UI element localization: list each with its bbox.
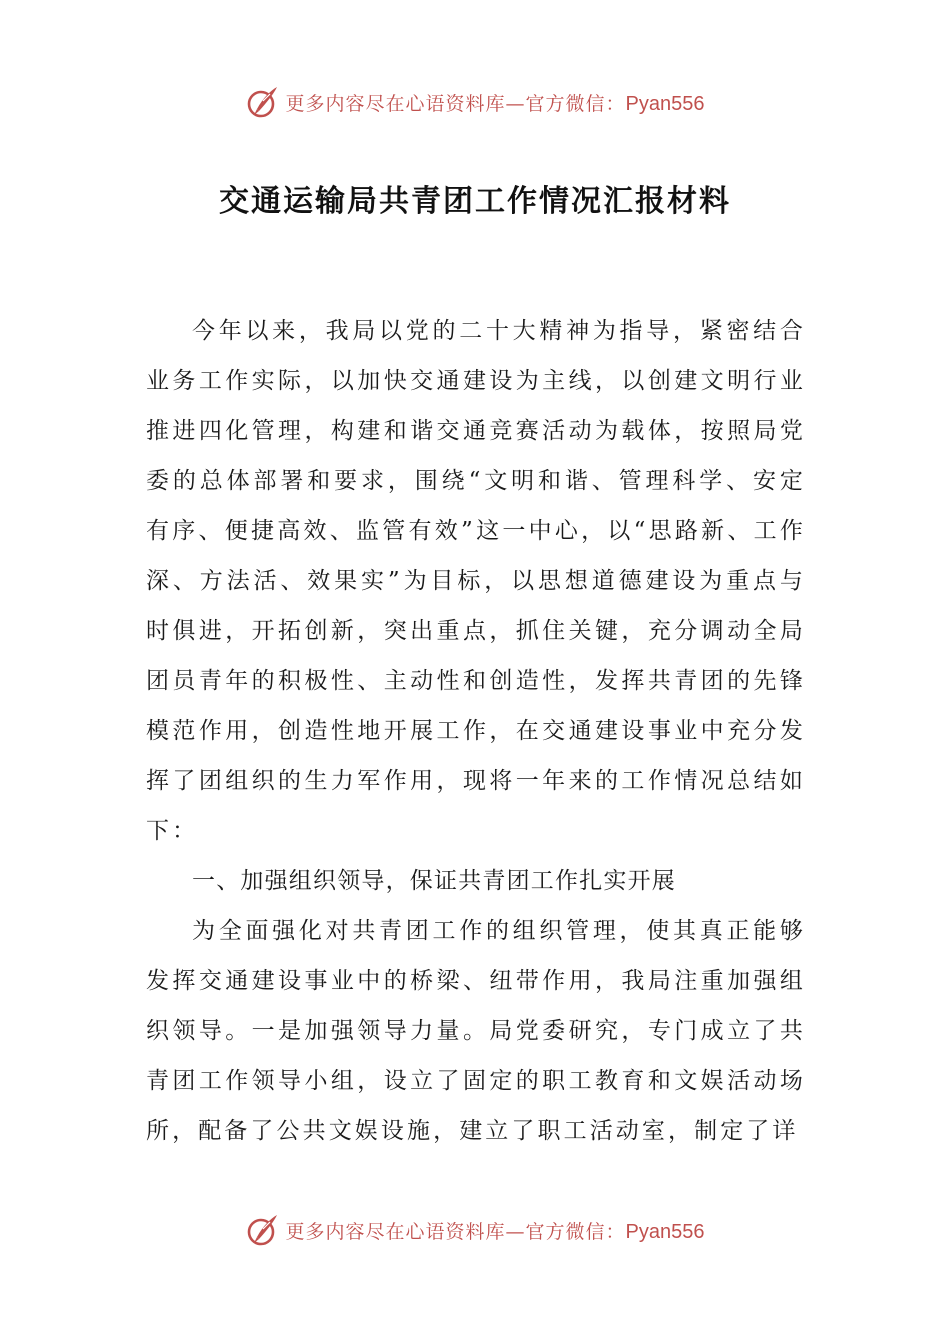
header-banner xyxy=(0,82,950,122)
header-banner-wechat-id: Pyan556 xyxy=(625,92,705,115)
footer-banner-text xyxy=(286,1217,705,1244)
footer-banner xyxy=(0,1210,950,1250)
paragraph-section-1: 为全面强化对共青团工作的组织管理，使其真正能够发挥交通建设事业中的桥梁、纽带作用，我局注重加强组织领导。一是加强领导力量。局党委研究，专门成立了共青团工作领导小组，设立了固定的职工教育和文娱活动场所，配备了公共文娱设施，建立了职工活动室，制定了详 xyxy=(146,918,806,1144)
section-heading-1: 一、加强组织领导，保证共青团工作扎实开展 xyxy=(192,868,676,894)
quill-pen-logo-icon xyxy=(246,1213,280,1247)
footer-banner-wechat-id: Pyan556 xyxy=(625,1220,705,1243)
document-title: 交通运输局共青团工作情况汇报材料 xyxy=(219,184,731,219)
document-body xyxy=(146,306,806,1156)
header-banner-label: 更多内容尽在心语资料库—官方微信： xyxy=(285,92,626,115)
quill-pen-logo-icon xyxy=(246,85,280,119)
footer-banner-label: 更多内容尽在心语资料库—官方微信： xyxy=(285,1220,626,1243)
header-banner-text xyxy=(286,89,705,116)
paragraph-intro: 今年以来，我局以党的二十大精神为指导，紧密结合业务工作实际，以加快交通建设为主线，以创建文明行业推进四化管理，构建和谐交通竞赛活动为载体，按照局党委的总体部署和要求，围绕“文明和谐、管理科学、安定有序、便捷高效、监管有效”这一中心，以“思路新、工作深、方法活、效果实”为目标，以思想道德建设为重点与时俱进，开拓创新，突出重点，抓住关键，充分调动全局团员青年的积极性、主动性和创造性，发挥共青团的先锋模范作用，创造性地开展工作，在交通建设事业中充分发挥了团组织的生力军作用，现将一年来的工作情况总结如下： xyxy=(146,318,806,844)
